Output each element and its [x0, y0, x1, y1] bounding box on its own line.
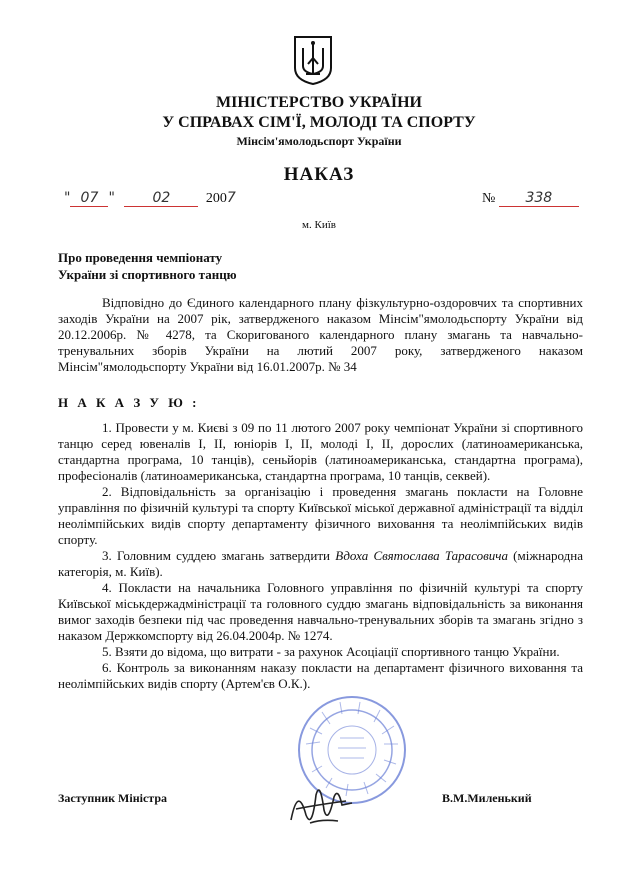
order-item-5: 5. Взяти до відома, що витрати - за рахунок Асоціації спортивного танцю України.	[102, 644, 560, 659]
date-month: 02	[124, 190, 198, 207]
date-quote-close: "	[108, 190, 115, 206]
chief-judge-name: Вдоха Святослава Тарасовича	[335, 548, 508, 563]
ministry-name-line1: МІНІСТЕРСТВО УКРАЇНИ	[216, 94, 422, 111]
order-item-3	[58, 548, 583, 580]
preamble	[58, 295, 583, 375]
order-items	[58, 420, 583, 692]
handwritten-signature-icon	[286, 775, 356, 840]
date-day: 07	[70, 190, 108, 207]
nakazuyu-heading: Н А К А З У Ю :	[58, 395, 200, 410]
signatory-position: Заступник Міністра	[58, 791, 168, 805]
order-number-value: 338	[499, 190, 579, 207]
ministry-name-line2: У СПРАВАХ СІМ'Ї, МОЛОДІ ТА СПОРТУ	[162, 114, 476, 131]
order-item-4: 4. Покласти на начальника Головного управління по фізичній культурі та спорту Київської міськдержадміністрації та головного суддю змагань відповідальність за виконання вимог заходів безпеки під час проведення навчально-тренувальних зборів та змагань згідно з наказом Держкомспорту від 26.04.2004р. № 1274.	[58, 580, 583, 643]
subject-heading	[58, 249, 237, 283]
city-line: м. Київ	[302, 219, 336, 231]
date-line	[64, 190, 236, 207]
order-item-6: 6. Контроль за виконанням наказу покласти на департамент фізичного виховання та неолімпійських видів спорту (Артем'єв О.К.).	[58, 660, 583, 691]
trident-emblem-icon	[292, 34, 334, 91]
order-number	[482, 190, 579, 207]
preamble-text: Відповідно до Єдиного календарного плану фізкультурно-оздоровчих та спортивних заходів України на 2007 рік, затвердженого наказом Мінсім"ямолодьспорту України від 20.12.2006р. № 4278, та Скоригованого календарного плану змагань та навчально-тренувальних зборів України на лютий 2007 року, затвердженого наказом Мінсім"ямолодьспорту України від 16.01.2007р. № 34	[58, 295, 583, 374]
order-item-2: 2. Відповідальність за організацію і проведення змагань покласти на Головне управління по фізичній культурі та спорту Київської міської державної адміністрації та відділ неолімпійських видів спорту департаменту фізичного виховання та неолімпійських видів спорту.	[58, 484, 583, 547]
subject-line1: Про проведення чемпіонату	[58, 250, 223, 265]
date-year-prefix: 200	[205, 191, 227, 206]
document-title: НАКАЗ	[283, 164, 355, 185]
subject-line2: України зі спортивного танцю	[58, 267, 237, 282]
date-quote-open: "	[64, 190, 71, 206]
order-item-1: 1. Провести у м. Києві з 09 по 11 лютого 2007 року чемпіонат України зі спортивного танцю серед ювеналів І, ІІ, юніорів І, ІІ, молоді І, ІІ, дорослих (латиноамериканська, стандартна програма, 10 танців), сеньйорів (латиноамериканська, стандартна програма), професіоналів (латиноамериканська, стандартна програма, 10 танців, секвей).	[58, 420, 583, 483]
order-item-3-pre: 3. Головним суддею змагань затвердити	[102, 548, 336, 563]
ministry-short-name: Мінсім'ямолодьспорт України	[236, 134, 402, 148]
date-year-digit: 7	[226, 190, 236, 206]
signatory-name: В.М.Миленький	[442, 791, 532, 805]
order-number-prefix: №	[482, 191, 496, 206]
order-item-3-post: (міжнародна категорія, м. Київ).	[58, 548, 584, 579]
